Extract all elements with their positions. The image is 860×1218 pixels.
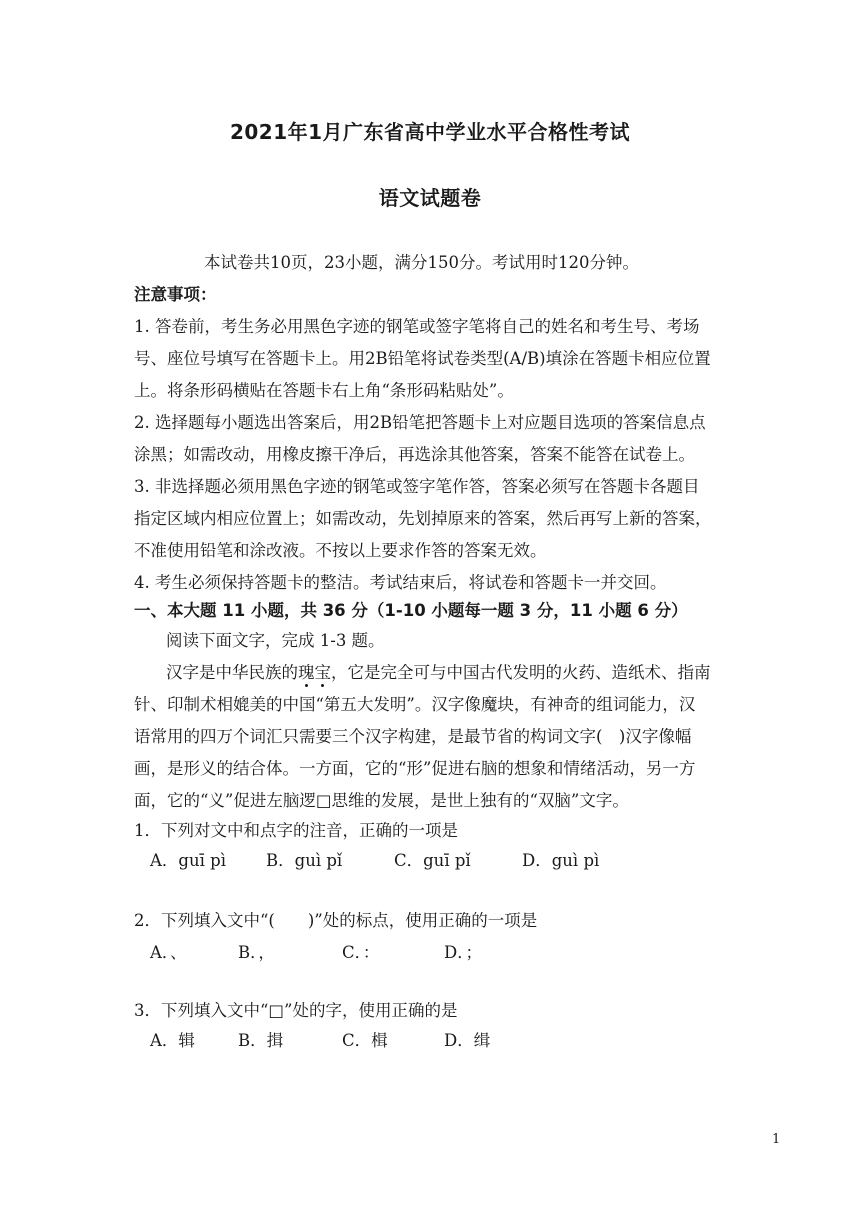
exam-intro: 本试卷共10页，23小题，满分150分。考试用时120分钟。 [204,253,639,272]
passage-text: 汉字是中华民族的 [166,663,298,682]
option-c: C．楫 [342,1031,388,1050]
answer-options [150,1030,710,1052]
notice-line: 指定区域内相应位置上；如需改动，先划掉原来的答案，然后再写上新的答案， [134,509,712,528]
notice-line: 3. 非选择题必须用黑色字迹的钢笔或签字笔作答，答案必须写在答题卡各题目 [134,477,700,496]
passage-line: 语常用的四万个词汇只需要三个汉字构建，是最节省的构词文字( )汉字像幅 [134,727,692,746]
question-stem: 1．下列对文中和点字的注音，正确的一项是 [134,821,458,840]
question-stem: 3．下列填入文中“□”处的字，使用正确的是 [134,1001,458,1020]
question-stem: 2．下列填入文中“( )”处的标点，使用正确的一项是 [134,911,538,930]
option-c: C．guī pǐ [394,851,471,870]
option-d: D．； [444,943,482,962]
answer-options [150,850,710,872]
option-a: A．辑 [150,1031,195,1050]
option-c: C．： [342,943,380,962]
passage-line: 面，它的“义”促进左脑逻□思维的发展，是世上独有的“双脑”文字。 [134,791,629,810]
option-b: B．guì pǐ [266,851,343,870]
exam-title: 2021年1月广东省高中学业水平合格性考试 [229,120,631,144]
notice-line: 2. 选择题每小题选出答案后，用2B铅笔把答题卡上对应题目选项的答案信息点 [134,413,706,432]
notice-line: 号、座位号填写在答题卡上。用2B铅笔将试卷类型(A/B)填涂在答题卡相应位置 [134,349,711,368]
dotted-character: 瑰 [298,663,315,682]
notice-heading: 注意事项： [134,285,217,304]
dotted-character: 宝 [314,663,331,682]
section-heading: 一、本大题 11 小题，共 36 分（1-10 小题每一题 3 分，11 小题 6 分） [134,601,688,620]
passage-line: 针、印制术相媲美的中国“第五大发明”。汉字像魔块，有神奇的组词能力，汉 [134,695,696,714]
notice-line: 上。将条形码横贴在答题卡右上角“条形码粘贴处”。 [134,381,514,400]
page-number: 1 [772,1132,781,1147]
option-b: B．， [238,943,275,962]
option-b: B．揖 [238,1031,284,1050]
notice-line: 涂黑；如需改动，用橡皮擦干净后，再选涂其他答案，答案不能答在试卷上。 [134,445,695,464]
notice-line: 1. 答卷前，考生务必用黑色字迹的钢笔或签字笔将自己的姓名和考生号、考场 [134,317,700,336]
notice-line: 4. 考生必须保持答题卡的整洁。考试结束后，将试卷和答题卡一并交回。 [134,573,667,592]
notice-line: 不准使用铅笔和涂改液。不按以上要求作答的答案无效。 [134,541,547,560]
option-a: A．、 [150,943,187,962]
exam-subtitle: 语文试题卷 [378,186,482,210]
passage-line [166,662,776,684]
option-a: A．guī pì [150,851,226,870]
reading-instruction: 阅读下面文字，完成 1-3 题。 [166,631,385,650]
option-d: D．guì pì [522,851,600,870]
answer-options [150,942,710,964]
option-d: D．缉 [444,1031,491,1050]
passage-line: 画，是形义的结合体。一方面，它的“形”促进右脑的想象和情绪活动，另一方 [134,759,696,778]
passage-text: ，它是完全可与中国古代发明的火药、造纸术、指南 [331,663,711,682]
